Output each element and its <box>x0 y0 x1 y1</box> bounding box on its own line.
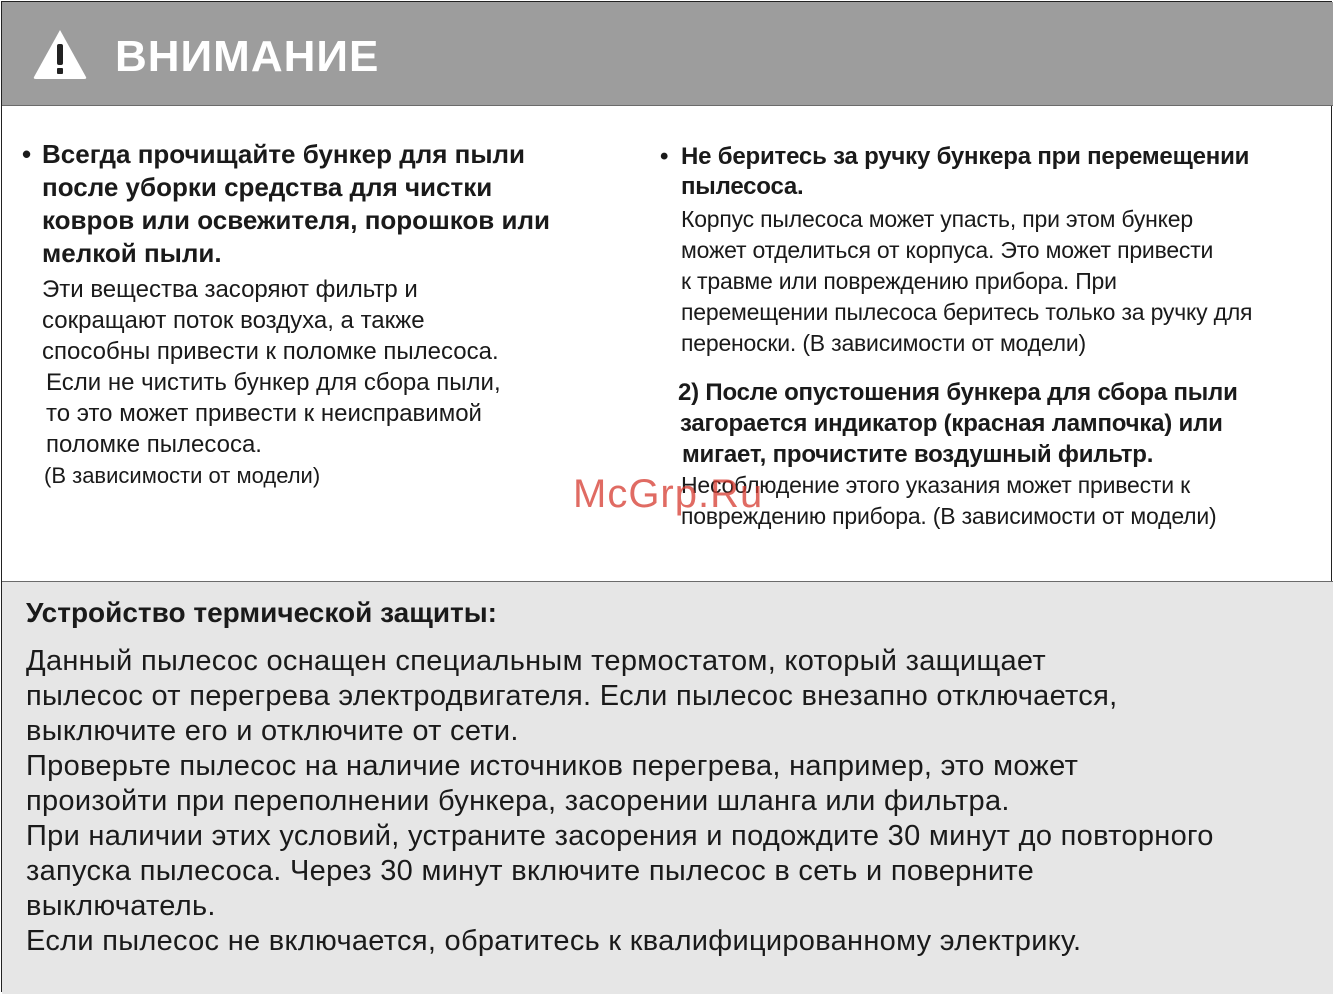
thermal-line-3: выключите его и отключите от сети. <box>26 715 519 747</box>
left-column <box>22 138 642 491</box>
thermal-line-6: При наличии этих условий, устраните засорения и подождите 30 минут до повторного <box>26 820 1214 852</box>
thermal-line-5: произойти при переполнении бункера, засорении шланга или фильтра. <box>26 785 1010 817</box>
thermal-line-1: Данный пылесос оснащен специальным термостатом, который защищает <box>26 645 1046 677</box>
right-body-line-3: к травме или повреждению прибора. При <box>681 268 1117 294</box>
left-body-line-3: способны привести к поломке пылесоса. <box>42 338 499 365</box>
left-heading-line-4: мелкой пыли. <box>42 238 222 268</box>
thermal-line-8: выключатель. <box>26 890 216 922</box>
right-heading-line-2: пылесоса. <box>681 173 804 200</box>
left-body-line-4: Если не чистить бункер для сбора пыли, <box>46 369 501 396</box>
right-body-line-2: может отделиться от корпуса. Это может привести <box>681 237 1214 263</box>
watermark: McGrp.Ru <box>573 472 764 516</box>
right-body-line-5: переноски. (В зависимости от модели) <box>681 330 1087 356</box>
header-title: ВНИМАНИЕ <box>115 32 380 81</box>
left-heading-line-2: после уборки средства для чистки <box>42 172 493 202</box>
right-numbered-heading-line-2: загорается индикатор (красная лампочка) или <box>680 410 1223 437</box>
warning-triangle-icon <box>32 28 88 80</box>
bullet: • <box>660 143 669 170</box>
left-body-line-2: сокращают поток воздуха, а также <box>42 307 425 334</box>
right-heading-line-1: • Не беритесь за ручку бункера при перемещении <box>660 143 1250 170</box>
thermal-line-7: запуска пылесоса. Через 30 минут включите пылесос в сеть и поверните <box>26 855 1035 887</box>
left-body-line-5: то это может привести к неисправимой <box>46 400 482 427</box>
left-heading-line-3: ковров или освежителя, порошков или <box>42 205 550 235</box>
thermal-line-4: Проверьте пылесос на наличие источников перегрева, например, это может <box>26 750 1079 782</box>
thermal-protection-section <box>2 581 1333 994</box>
thermal-line-9: Если пылесос не включается, обратитесь к квалифицированному электрику. <box>26 925 1082 957</box>
right-body-line-1: Корпус пылесоса может упасть, при этом бункер <box>681 206 1193 232</box>
left-body-line-1: Эти вещества засоряют фильтр и <box>42 276 418 303</box>
right-numbered-heading-line-3: мигает, прочистите воздушный фильтр. <box>682 441 1154 468</box>
thermal-title: Устройство термической защиты: <box>26 597 497 628</box>
left-model-note: (В зависимости от модели) <box>44 463 321 488</box>
right-numbered-heading-line-1: 2) После опустошения бункера для сбора пыли <box>678 379 1238 406</box>
bullet: • <box>22 139 32 169</box>
left-body-line-6: поломке пылесоса. <box>46 431 262 458</box>
warning-header <box>2 2 1333 106</box>
right-body-line-4: перемещении пылесоса беритесь только за ручку для <box>681 299 1253 325</box>
thermal-line-2: пылесос от перегрева электродвигателя. Если пылесос внезапно отключается, <box>26 680 1118 712</box>
right-numbered-body-line-2: повреждению прибора. (В зависимости от модели) <box>681 503 1217 529</box>
thermal-text <box>26 644 1316 959</box>
right-numbered-body-line-1: Несоблюдение этого указания может привести к <box>681 472 1190 498</box>
left-heading-line-1: • Всегда прочищайте бункер для пыли <box>22 139 526 169</box>
